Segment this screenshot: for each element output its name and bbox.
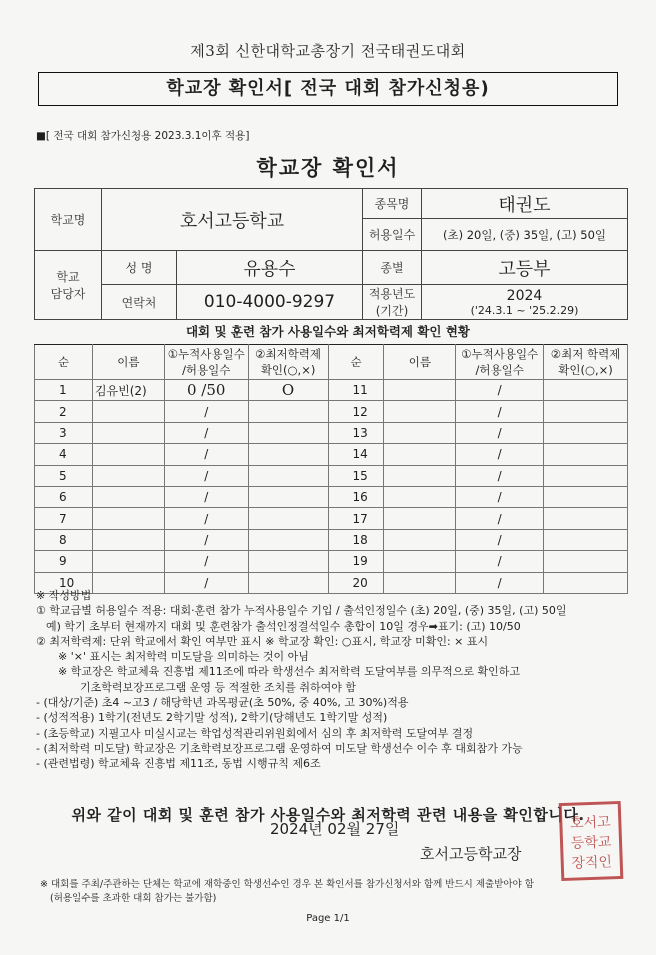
note-line: ② 최저학력제: 단위 학교에서 확인 여부만 표시 ※ 학교장 확인: ○표시, 학교장 미확인: × 표시 xyxy=(36,634,489,648)
table-row xyxy=(35,529,628,550)
event-value: 태권도 xyxy=(422,189,628,219)
contact-label-line2: 담당자 xyxy=(50,287,86,301)
row-days-right: / xyxy=(456,401,544,422)
name-label: 성 명 xyxy=(102,251,177,285)
row-min-left xyxy=(248,422,328,443)
table-row xyxy=(35,508,628,529)
row-days-right: / xyxy=(456,572,544,593)
row-no-right: 19 xyxy=(328,551,384,572)
document-title: 학교장 확인서 xyxy=(256,156,400,180)
row-days-left: / xyxy=(164,529,248,550)
row-name-left xyxy=(92,422,164,443)
phone-label: 연락처 xyxy=(102,285,177,320)
row-days-right: / xyxy=(456,508,544,529)
row-days-right: / xyxy=(456,422,544,443)
phone-value: 010-4000-9297 xyxy=(177,285,363,320)
note-line: 기초학력보장프로그램 운영 등 적절한 조치를 취하여야 함 xyxy=(80,680,357,694)
header-name-right: 이름 xyxy=(384,345,456,380)
row-min-right xyxy=(544,465,628,486)
row-days-right: / xyxy=(456,486,544,507)
row-min-right xyxy=(544,380,628,401)
header-name-left: 이름 xyxy=(92,345,164,380)
table-row xyxy=(35,380,628,401)
check-table xyxy=(34,344,628,594)
footer-note xyxy=(40,878,640,906)
row-min-right xyxy=(544,401,628,422)
header-min-left xyxy=(248,345,328,380)
row-no-right: 13 xyxy=(328,422,384,443)
note-line: - (성적적용) 1학기(전년도 2학기말 성적), 2학기(당해년도 1학기말 성적) xyxy=(36,711,388,725)
row-min-right xyxy=(544,422,628,443)
row-name-right xyxy=(384,422,456,443)
header-min-left-line1: ②최저학력제 xyxy=(255,347,321,361)
row-min-left xyxy=(248,444,328,465)
category-value: 고등부 xyxy=(422,251,628,285)
row-days-left: / xyxy=(164,465,248,486)
row-min-right xyxy=(544,508,628,529)
row-name-left: 김유빈(2) xyxy=(92,380,164,401)
row-no-right: 20 xyxy=(328,572,384,593)
header-days-left-line1: ①누적사용일수 xyxy=(167,347,245,361)
principal-signature: 호서고등학교장 xyxy=(420,845,522,863)
note-line: ※ '×' 표시는 최저학력 미도달을 의미하는 것이 아님 xyxy=(58,650,309,664)
note-line: ① 학교급별 허용일수 적용: 대회·훈련 참가 누적사용일수 기입 / 출석인정일수 (초) 20일, (중) 35일, (고) 50일 xyxy=(36,604,567,618)
table-row xyxy=(35,422,628,443)
row-days-left: / xyxy=(164,444,248,465)
row-name-left xyxy=(92,486,164,507)
school-value: 호서고등학교 xyxy=(102,189,363,251)
footer-line1: ※ 대회를 주최/주관하는 단체는 학교에 재학중인 학생선수인 경우 본 확인서를 참가신청서와 함께 반드시 제출받아야 함 xyxy=(40,879,534,890)
row-name-left xyxy=(92,529,164,550)
school-label: 학교명 xyxy=(35,189,102,251)
table-row xyxy=(35,486,628,507)
row-name-left xyxy=(92,401,164,422)
name-value: 유용수 xyxy=(177,251,363,285)
row-no-right: 11 xyxy=(328,380,384,401)
row-days-right: / xyxy=(456,444,544,465)
row-days-right: / xyxy=(456,465,544,486)
table-row xyxy=(35,401,628,422)
header-min-right-line1: ②최저 학력제 xyxy=(550,347,621,361)
row-days-left: / xyxy=(164,572,248,593)
year-cell xyxy=(422,285,628,320)
notes-heading: ※ 작성방법 xyxy=(36,589,92,602)
row-min-left: O xyxy=(248,380,328,401)
row-no-left: 10 xyxy=(35,572,93,593)
row-no-left: 2 xyxy=(35,401,93,422)
row-days-left: / xyxy=(164,486,248,507)
row-min-left xyxy=(248,508,328,529)
header-min-right-line2: 확인(○,×) xyxy=(558,363,613,377)
event-title: 제3회 신한대학교총장기 전국태권도대회 xyxy=(190,42,466,60)
days-value: (초) 20일, (중) 35일, (고) 50일 xyxy=(422,219,628,251)
confirmation-statement: 위와 같이 대회 및 훈련 참가 사용일수와 최저학력 관련 내용을 확인합니다. xyxy=(71,806,585,824)
row-name-left xyxy=(92,508,164,529)
table-row xyxy=(35,444,628,465)
row-name-right xyxy=(384,401,456,422)
row-no-right: 18 xyxy=(328,529,384,550)
note-line: - (최저학력 미도달) 학교장은 기초학력보장프로그램 운영하여 미도달 학생선수 이수 후 대회참가 가능 xyxy=(36,741,523,755)
year-label-line2: (기간) xyxy=(375,304,409,318)
row-min-left xyxy=(248,529,328,550)
row-no-left: 3 xyxy=(35,422,93,443)
row-min-right xyxy=(544,444,628,465)
row-days-right: / xyxy=(456,380,544,401)
header-days-left-line2: /허용일수 xyxy=(182,363,231,377)
table-row xyxy=(35,551,628,572)
note-line: - (대상/기준) 초4 ~고3 / 해당학년 과목평균(초 50%, 중 40%, 고 30%)적용 xyxy=(36,696,409,710)
row-no-left: 8 xyxy=(35,529,93,550)
page-number: Page 1/1 xyxy=(306,913,350,924)
official-seal: 호서고 등학교 장직인 xyxy=(559,801,624,881)
header-min-right xyxy=(544,345,628,380)
row-min-right xyxy=(544,529,628,550)
event-label: 종목명 xyxy=(363,189,422,219)
days-label: 허용일수 xyxy=(363,219,422,251)
contact-label-line1: 학교 xyxy=(56,270,80,284)
info-table xyxy=(34,188,628,320)
row-no-left: 5 xyxy=(35,465,93,486)
row-days-right: / xyxy=(456,551,544,572)
row-days-left: / xyxy=(164,508,248,529)
year-label-line1: 적용년도 xyxy=(368,287,416,301)
row-no-right: 12 xyxy=(328,401,384,422)
year-label xyxy=(363,285,422,320)
row-min-left xyxy=(248,551,328,572)
row-days-left: / xyxy=(164,422,248,443)
table-row xyxy=(35,465,628,486)
issue-date: 2024년 02월 27일 xyxy=(270,820,400,838)
note-line: 예) 학기 초부터 현재까지 대회 및 훈련참가 출석인정결석일수 총합이 10일 경우➡표기: (고) 10/50 xyxy=(46,619,521,633)
row-name-right xyxy=(384,486,456,507)
row-no-left: 7 xyxy=(35,508,93,529)
row-min-left xyxy=(248,486,328,507)
banner-title: 학교장 확인서[ 전국 대회 참가신청용) xyxy=(38,72,618,106)
check-table-title: 대회 및 훈련 참가 사용일수와 최저학력제 확인 현황 xyxy=(185,324,471,339)
period-value: ('24.3.1 ~ '25.2.29) xyxy=(470,303,579,317)
row-name-left xyxy=(92,551,164,572)
writing-instructions xyxy=(36,588,636,772)
category-label: 종별 xyxy=(363,251,422,285)
form-subnote: ■[ 전국 대회 참가신청용 2023.3.1이후 적용] xyxy=(36,130,250,142)
row-days-left: / xyxy=(164,551,248,572)
contact-label xyxy=(35,251,102,320)
row-no-left: 4 xyxy=(35,444,93,465)
row-days-left: 0 /50 xyxy=(164,380,248,401)
row-name-right xyxy=(384,529,456,550)
header-no-left: 순 xyxy=(35,345,93,380)
row-no-right: 14 xyxy=(328,444,384,465)
row-no-left: 9 xyxy=(35,551,93,572)
row-days-left: / xyxy=(164,401,248,422)
row-name-right xyxy=(384,380,456,401)
header-min-left-line2: 확인(○,×) xyxy=(260,363,316,377)
row-no-left: 6 xyxy=(35,486,93,507)
header-days-left xyxy=(164,345,248,380)
header-days-right-line2: /허용일수 xyxy=(475,363,524,377)
note-line: - (초등학교) 지필고사 미실시교는 학업성적관리위원회에서 심의 후 최저학력 도달여부 결정 xyxy=(36,726,474,740)
row-name-left xyxy=(92,444,164,465)
note-line: - (관련법령) 학교체육 진흥법 제11조, 동법 시행규칙 제6조 xyxy=(36,757,321,771)
row-no-left: 1 xyxy=(35,380,93,401)
row-name-right xyxy=(384,508,456,529)
note-line: ※ 학교장은 학교체육 진흥법 제11조에 따라 학생선수 최저학력 도달여부를 의무적으로 확인하고 xyxy=(58,665,520,679)
row-name-right xyxy=(384,551,456,572)
header-days-right xyxy=(456,345,544,380)
row-min-left xyxy=(248,465,328,486)
year-value: 2024 xyxy=(506,287,543,304)
row-name-right xyxy=(384,465,456,486)
row-name-right xyxy=(384,444,456,465)
row-name-left xyxy=(92,465,164,486)
row-no-right: 15 xyxy=(328,465,384,486)
row-days-right: / xyxy=(456,529,544,550)
row-no-right: 16 xyxy=(328,486,384,507)
row-min-left xyxy=(248,401,328,422)
row-no-right: 17 xyxy=(328,508,384,529)
row-min-right xyxy=(544,486,628,507)
header-no-right: 순 xyxy=(328,345,384,380)
row-min-right xyxy=(544,551,628,572)
header-days-right-line1: ①누적사용일수 xyxy=(461,347,539,361)
footer-line2: (허용일수를 초과한 대회 참가는 불가함) xyxy=(50,893,217,904)
